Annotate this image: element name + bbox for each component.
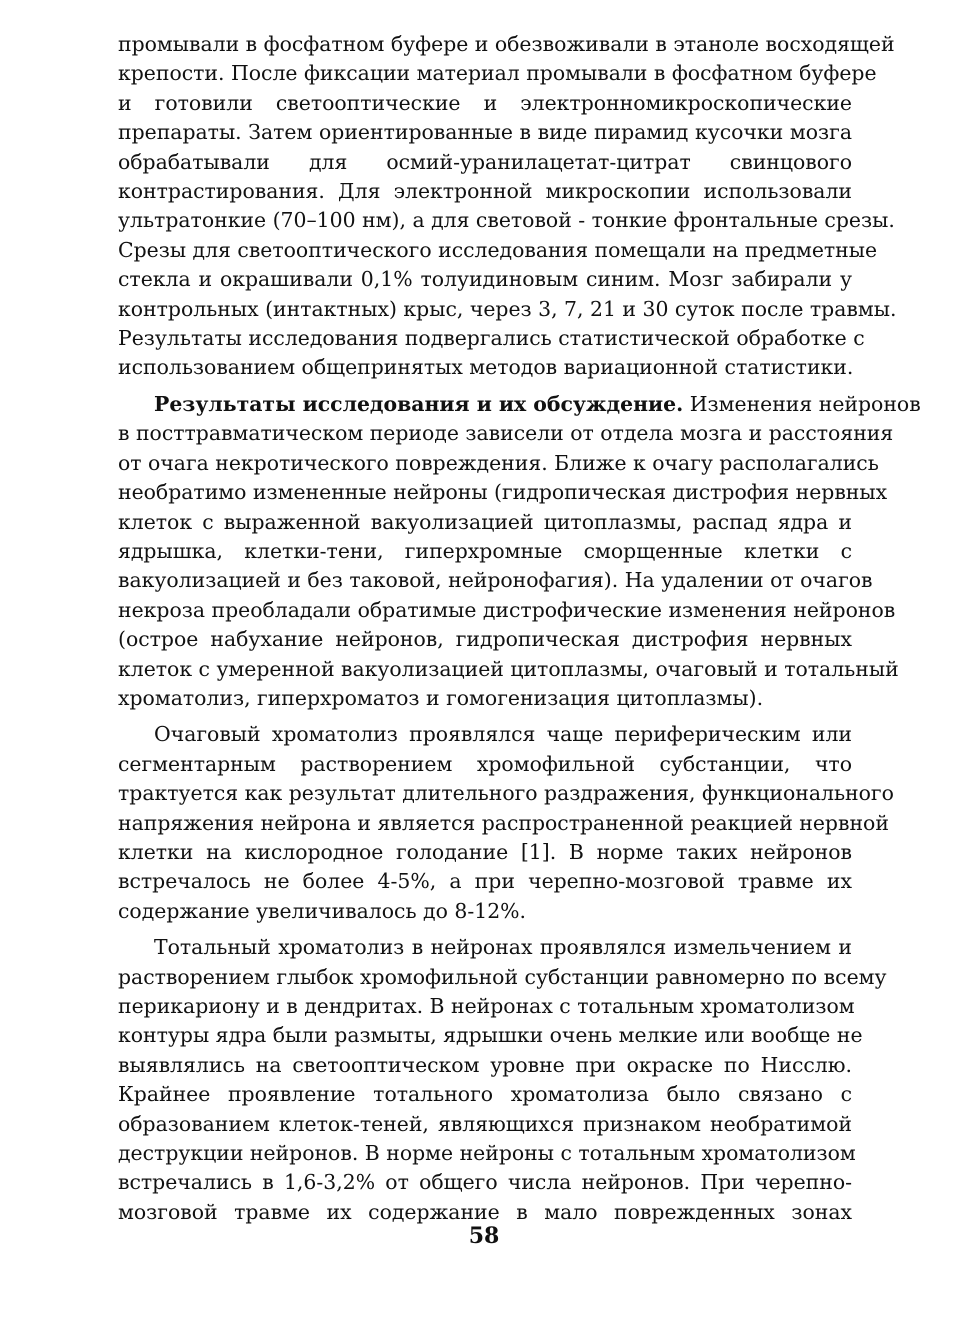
text-line: Очаговый хроматолиз проявлялся чаще периферическим или	[154, 722, 852, 747]
text-line: деструкции нейронов. В норме нейроны с тотальным хроматолизом	[118, 1141, 856, 1166]
text-line: крепости. После фиксации материал промывали в фосфатном буфере	[118, 61, 877, 86]
text-line: встречалось не более 4-5%, а при черепно-мозговой травме их	[118, 869, 852, 894]
text-line: содержание увеличивалось до 8-12%.	[118, 898, 527, 923]
text-line: Результаты исследования подвергались статистической обработке с	[118, 326, 865, 351]
text-line: растворением глыбок хромофильной субстанции равномерно по всему	[118, 964, 887, 989]
text-line: Крайнее проявление тотального хроматолиза было связано с	[118, 1082, 852, 1107]
text-line: напряжения нейрона и является распространенной реакцией нервной	[118, 810, 889, 835]
text-line: использованием общепринятых методов вариационной статистики.	[118, 355, 854, 380]
text-line: перикариону и в дендритах. В нейронах с тотальным хроматолизом	[118, 994, 855, 1018]
text-line-with-heading	[118, 390, 921, 419]
text-line: мозговой травме их содержание в мало поврежденных зонах	[118, 1199, 852, 1224]
text-line: сегментарным растворением хромофильной субстанции, что	[118, 751, 852, 776]
paragraph-focal-chromatolysis	[118, 720, 894, 926]
text-line: хроматолиз, гиперхроматоз и гомогенизация цитоплазмы).	[118, 685, 764, 710]
text-line: ядрышка, клетки-тени, гиперхромные сморщенные клетки с	[118, 538, 852, 563]
text-line: промывали в фосфатном буфере и обезвоживали в этаноле восходящей	[118, 32, 895, 56]
text-line: встречались в 1,6-3,2% от общего числа нейронов. При черепно-	[118, 1170, 852, 1195]
text-line: Тотальный хроматолиз в нейронах проявлялся измельчением и	[154, 935, 852, 960]
text-line-tail: Изменения нейронов	[683, 391, 921, 416]
text-line: образованием клеток-теней, являющихся признаком необратимой	[118, 1111, 852, 1136]
text-line: ультратонкие (70–100 нм), а для световой - тонкие фронтальные срезы.	[118, 208, 895, 233]
text-line: (острое набухание нейронов, гидропическая дистрофия нервных	[118, 627, 852, 652]
text-line: выявлялись на светооптическом уровне при окраске по Нисслю.	[118, 1052, 852, 1077]
page-body	[118, 30, 921, 1227]
text-line: клеток с умеренной вакуолизацией цитоплазмы, очаговый и тотальный	[118, 656, 899, 681]
text-line: некроза преобладали обратимые дистрофические изменения нейронов	[118, 597, 896, 622]
paragraph-total-chromatolysis	[118, 933, 887, 1227]
text-line: стекла и окрашивали 0,1% толуидиновым синим. Мозг забирали у	[118, 267, 852, 292]
text-line: контрастирования. Для электронной микроскопии использовали	[118, 179, 852, 204]
text-line: необратимо измененные нейроны (гидропическая дистрофия нервных	[118, 480, 888, 505]
paragraph-results	[118, 390, 921, 713]
text-line: обрабатывали для осмий-уранилацетат-цитрат свинцового	[118, 149, 852, 174]
results-heading: Результаты исследования и их обсуждение.	[154, 391, 684, 416]
text-line: контуры ядра были размыты, ядрышки очень мелкие или вообще не	[118, 1023, 863, 1048]
text-line: трактуется как результат длительного раздражения, функционального	[118, 781, 894, 806]
page-number: 58	[468, 1223, 500, 1249]
text-line: от очага некротического повреждения. Ближе к очагу располагались	[118, 450, 879, 475]
text-line: контрольных (интактных) крыс, через 3, 7, 21 и 30 суток после травмы.	[118, 296, 897, 321]
paragraph-methods-continued	[118, 30, 897, 383]
text-line: в посттравматическом периоде зависели от отдела мозга и расстояния	[118, 421, 894, 446]
text-line: клетки на кислородное голодание [1]. В норме таких нейронов	[118, 839, 852, 864]
text-line: вакуолизацией и без таковой, нейронофагия). На удалении от очагов	[118, 568, 873, 593]
text-line: клеток с выраженной вакуолизацией цитоплазмы, распад ядра и	[118, 509, 852, 534]
text-line: и готовили светооптические и электронномикроскопические	[118, 90, 852, 115]
text-line: Срезы для светооптического исследования помещали на предметные	[118, 237, 878, 262]
text-line: препараты. Затем ориентированные в виде пирамид кусочки мозга	[118, 120, 852, 145]
